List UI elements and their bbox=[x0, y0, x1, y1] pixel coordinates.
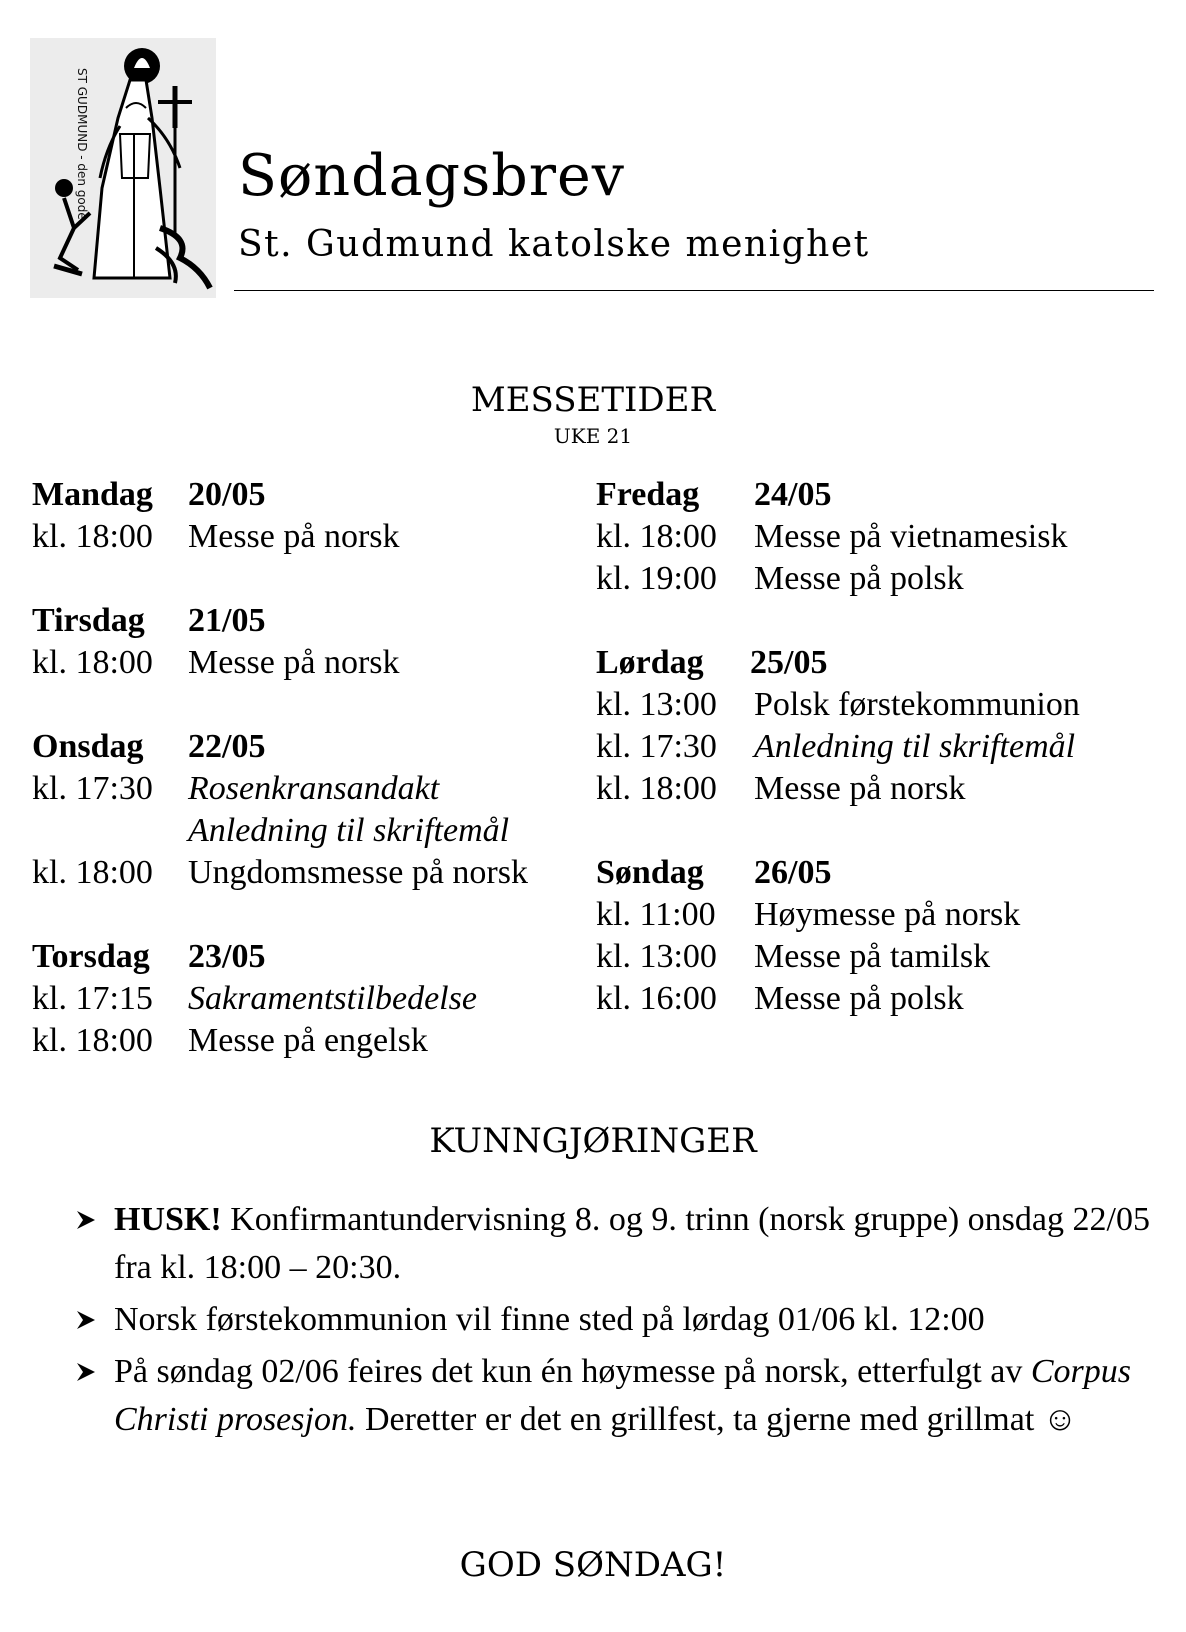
closing-greeting: GOD SØNDAG! bbox=[459, 1545, 727, 1585]
day-name: Fredag bbox=[596, 476, 700, 513]
arrowhead-bullet-icon bbox=[74, 1360, 98, 1384]
mass-time: kl. 18:00 bbox=[32, 644, 153, 681]
mass-description: Messe på norsk bbox=[188, 518, 400, 555]
announcement-text: Konfirmantundervisning 8. og 9. trinn (norsk gruppe) onsdag 22/05 fra kl. 18:00 – 20:30. bbox=[114, 1201, 1150, 1286]
mass-time: kl. 18:00 bbox=[596, 770, 717, 807]
mass-time: kl. 18:00 bbox=[32, 518, 153, 555]
announcement-item bbox=[74, 1196, 1154, 1292]
day-date: 22/05 bbox=[188, 728, 266, 765]
mass-description: Messe på engelsk bbox=[188, 1022, 428, 1059]
week-label: UKE 21 bbox=[553, 424, 633, 448]
mass-time: kl. 18:00 bbox=[32, 854, 153, 891]
mass-time: kl. 18:00 bbox=[32, 1022, 153, 1059]
day-date: 26/05 bbox=[754, 854, 832, 891]
mass-time: kl. 16:00 bbox=[596, 980, 717, 1017]
day-date: 20/05 bbox=[188, 476, 266, 513]
day-block-monday bbox=[32, 474, 602, 558]
announcement-text: Norsk førstekommunion vil finne sted på lørdag 01/06 kl. 12:00 bbox=[114, 1301, 985, 1338]
announcement-italic: Corpus Christi prosesjon. bbox=[114, 1353, 1131, 1438]
day-date: 24/05 bbox=[754, 476, 832, 513]
mass-time: kl. 17:15 bbox=[32, 980, 153, 1017]
logo-text: ST GUDMUND - den gode bbox=[75, 68, 89, 220]
day-date: 25/05 bbox=[750, 644, 828, 681]
day-date: 21/05 bbox=[188, 602, 266, 639]
mass-time: kl. 18:00 bbox=[596, 518, 717, 555]
mass-description: Høymesse på norsk bbox=[754, 896, 1021, 933]
arrowhead-bullet-icon bbox=[74, 1208, 98, 1232]
parish-subtitle: St. Gudmund katolske menighet bbox=[238, 224, 870, 265]
mass-description: Messe på norsk bbox=[754, 770, 966, 807]
mass-time: kl. 11:00 bbox=[596, 896, 716, 933]
mass-time: kl. 17:30 bbox=[32, 770, 153, 807]
day-block-sunday bbox=[596, 852, 1166, 1020]
announcement-emphasis: HUSK! bbox=[114, 1201, 222, 1238]
day-name: Onsdag bbox=[32, 728, 144, 765]
day-name: Torsdag bbox=[32, 938, 150, 975]
mass-time: kl. 13:00 bbox=[596, 938, 717, 975]
mass-time: kl. 13:00 bbox=[596, 686, 717, 723]
mass-description: Polsk førstekommunion bbox=[754, 686, 1080, 723]
announcement-item bbox=[74, 1348, 1154, 1444]
mass-description: Messe på polsk bbox=[754, 980, 964, 1017]
mass-description: Messe på norsk bbox=[188, 644, 400, 681]
mass-times-heading: MESSETIDER bbox=[470, 380, 716, 420]
arrowhead-bullet-icon bbox=[74, 1308, 98, 1332]
header-divider bbox=[234, 290, 1154, 291]
mass-time: kl. 19:00 bbox=[596, 560, 717, 597]
saint-gudmund-logo bbox=[30, 38, 216, 298]
day-name: Tirsdag bbox=[32, 602, 145, 639]
day-date: 23/05 bbox=[188, 938, 266, 975]
day-name: Lørdag bbox=[596, 644, 704, 681]
announcements-list bbox=[74, 1196, 1154, 1448]
mass-description: Sakramentstilbedelse bbox=[188, 980, 477, 1017]
mass-description: Ungdomsmesse på norsk bbox=[188, 854, 528, 891]
announcement-text: Deretter er det en grillfest, ta gjerne med grillmat ☺ bbox=[356, 1401, 1078, 1438]
page-title: Søndagsbrev bbox=[238, 143, 625, 209]
day-name: Mandag bbox=[32, 476, 153, 513]
day-block-tuesday bbox=[32, 600, 602, 684]
announcements-heading: KUNNGJØRINGER bbox=[429, 1121, 757, 1161]
mass-description: Messe på vietnamesisk bbox=[754, 518, 1068, 555]
announcement-item bbox=[74, 1296, 1154, 1344]
mass-description: Rosenkransandakt bbox=[188, 770, 440, 807]
mass-description: Messe på polsk bbox=[754, 560, 964, 597]
day-block-friday bbox=[596, 474, 1166, 600]
day-block-thursday bbox=[32, 936, 602, 1062]
day-block-wednesday bbox=[32, 726, 602, 894]
announcement-text: På søndag 02/06 feires det kun én høymesse på norsk, etterfulgt av bbox=[114, 1353, 1031, 1390]
day-name: Søndag bbox=[596, 854, 704, 891]
day-block-saturday bbox=[596, 642, 1166, 810]
mass-time: kl. 17:30 bbox=[596, 728, 717, 765]
mass-description: Anledning til skriftemål bbox=[188, 812, 510, 849]
mass-description: Messe på tamilsk bbox=[754, 938, 991, 975]
mass-description: Anledning til skriftemål bbox=[754, 728, 1076, 765]
